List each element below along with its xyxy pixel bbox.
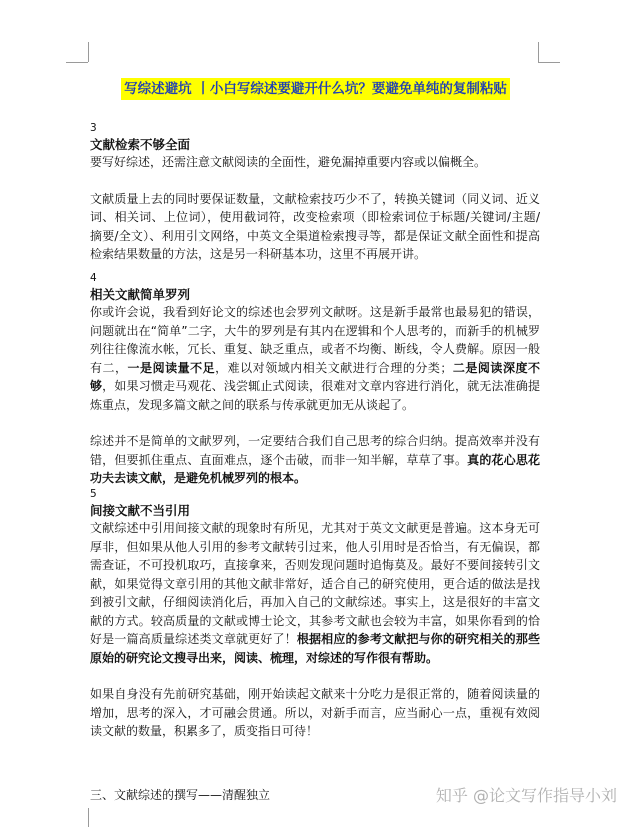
title-row	[0, 78, 631, 100]
section-number: 3	[90, 122, 97, 134]
crop-mark-top-right	[538, 62, 560, 63]
section-number: 4	[90, 272, 97, 284]
crop-mark-top-left	[88, 42, 89, 62]
bold-text: 真的花心思花功夫去读文献，是避免机械罗列的根本。	[90, 452, 540, 485]
paragraph: 要写好综述，还需注意文献阅读的全面性，避免漏掉重要内容或以偏概全。	[90, 155, 487, 169]
text-run: 综述并不是简单的文献罗列，一定要结合我们自己思考的综合归纳。提高效率并没有错，但要抓住重点、直面难点，逐个击破，而非一知半解，草草了事。	[90, 434, 540, 467]
section-heading: 文献检索不够全面	[90, 137, 191, 152]
text-run: ，如果习惯走马观花、浅尝辄止式阅读，很难对文章内容进行消化，就无法准确提炼重点，发现多篇文献之间的联系与传承就更加无从谈起了。	[90, 379, 540, 412]
section-number: 5	[90, 488, 97, 500]
section-heading: 间接文献不当引用	[90, 503, 191, 518]
text-run: 文献综述中引用间接文献的现象时有所见，尤其对于英文文献更是普遍。这本身无可厚非，但如果从他人引用的参考文献转引过来，他人引用时是否恰当，有无偏误，都需查证，不可投机取巧，直接拿来，否则发现问题时追悔莫及。最好不要间接转引文献，如果觉得文章引用的其他文献非常好，适合自己的研究使用，更合适的做法是找到被引文献，仔细阅读消化后，再加入自己的文献综述。事实上，这是很好的丰富文献的方式。较高质量的文献或博士论文，其参考文献也会较为丰富，如果你看到的恰好是一篇高质量综述类文章就更好了！	[90, 521, 540, 646]
watermark: 知乎 @论文写作指导小刘	[435, 786, 617, 805]
paragraph: 文献质量上去的同时要保证数量，文献检索技巧少不了，转换关键词（同义词、近义词、相关词、上位词），使用截词符，改变检索项（即检索词位于标题/关键词/主题/摘要/全文）、利用引文网络，中英文全渠道检索搜寻等，都是保证文献全面性和提高检索结果数量的方法，这是另一科研基本功，这里不再展开讲。	[90, 191, 540, 261]
text-run: 你或许会说，我看到好论文的综述也会罗列文献呀。这是新手最常也最易犯的错误，问题就出在“简单”二字，大牛的罗列是有其内在逻辑和个人思考的，而新手的机械罗列往往像流水帐，冗长、重复、缺乏重点，或者不均衡、断线，令人费解。原因一般有二，	[90, 305, 540, 375]
paragraph	[90, 432, 540, 488]
crop-mark-top-right	[538, 42, 539, 62]
section-5	[90, 487, 540, 741]
crop-mark-bottom-left	[88, 808, 89, 827]
paragraph: 如果自身没有先前研究基础，刚开始读起文献来十分吃力是很正常的，随着阅读量的增加，思考的深入，才可融会贯通。所以，对新手而言，应当耐心一点，重视有效阅读文献的数量，积累多了，质变指日可待！	[90, 687, 540, 738]
paragraph	[90, 519, 540, 667]
crop-mark-top-left	[66, 62, 88, 63]
bold-text: 二是阅读深度不够	[90, 360, 540, 393]
document-title: 写综述避坑 丨小白写综述要避开什么坑？要避免单纯的复制粘贴	[121, 78, 510, 100]
bold-text: 一是阅读量不足	[127, 360, 216, 375]
bold-text: 根据相应的参考文献把与你的研究相关的那些原始的研究论文搜寻出来，阅读、梳理，对综述的写作很有帮助。	[90, 632, 540, 665]
section-3	[90, 121, 540, 264]
section-heading: 相关文献简单罗列	[90, 287, 191, 302]
text-run: ，难以对领域内相关文献进行合理的分类；	[215, 360, 453, 375]
next-section-heading: 三、文献综述的撰写——清醒独立	[90, 788, 271, 802]
section-4	[90, 271, 540, 488]
paragraph	[90, 303, 540, 414]
